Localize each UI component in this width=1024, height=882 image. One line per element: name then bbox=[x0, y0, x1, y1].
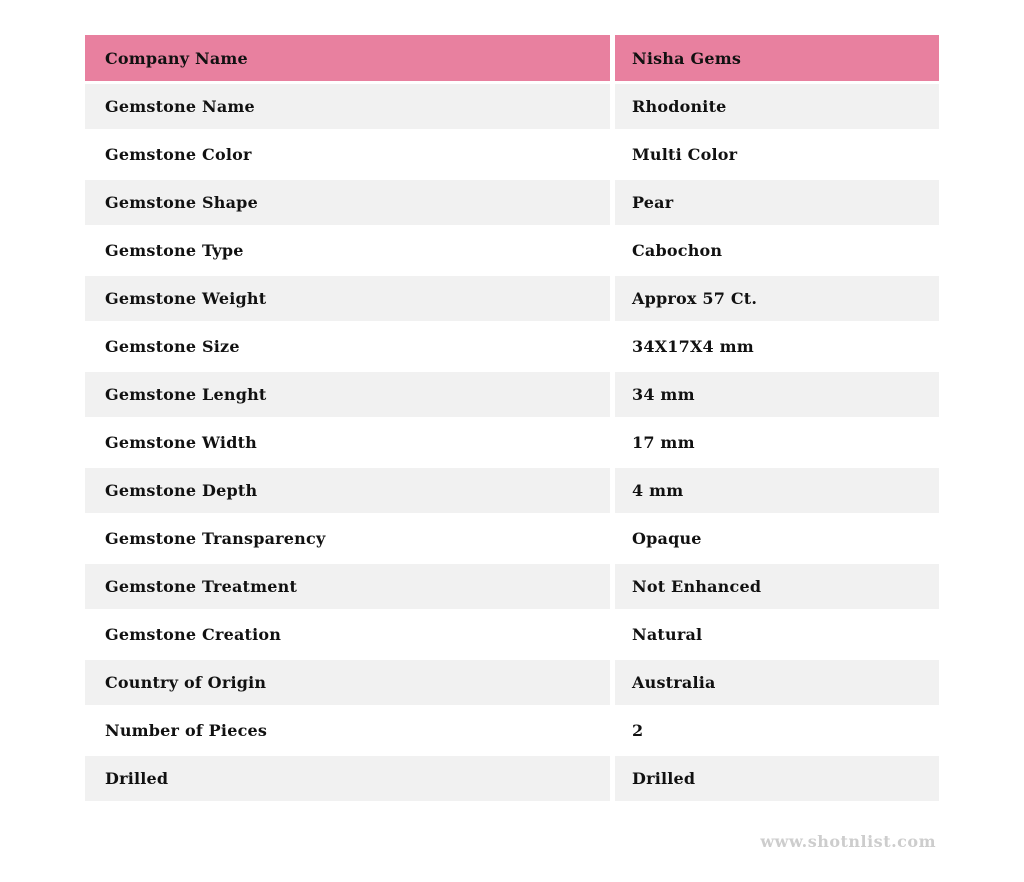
spec-row-label-cell: Gemstone Creation bbox=[85, 612, 610, 657]
spec-row-label-cell: Gemstone Depth bbox=[85, 468, 610, 513]
spec-row-label-cell: Gemstone Size bbox=[85, 324, 610, 369]
spec-row-value-cell: Natural bbox=[615, 612, 939, 657]
spec-row-value-cell: Drilled bbox=[615, 756, 939, 801]
table-header-value-cell: Nisha Gems bbox=[615, 35, 939, 81]
spec-row-value-cell: Opaque bbox=[615, 516, 939, 561]
spec-row-value-cell: Cabochon bbox=[615, 228, 939, 273]
spec-row-value-cell: Approx 57 Ct. bbox=[615, 276, 939, 321]
spec-row-label-cell: Country of Origin bbox=[85, 660, 610, 705]
spec-row-label-cell: Gemstone Treatment bbox=[85, 564, 610, 609]
spec-row-label-cell: Gemstone Name bbox=[85, 84, 610, 129]
site-watermark: www.shotnlist.com bbox=[760, 832, 936, 851]
spec-row-label-cell: Gemstone Width bbox=[85, 420, 610, 465]
spec-row-value-cell: Rhodonite bbox=[615, 84, 939, 129]
spec-row-label-cell: Gemstone Weight bbox=[85, 276, 610, 321]
spec-row-value-cell: 34 mm bbox=[615, 372, 939, 417]
spec-row-value-cell: 2 bbox=[615, 708, 939, 753]
table-header-label-cell: Company Name bbox=[85, 35, 610, 81]
spec-row-value-cell: Australia bbox=[615, 660, 939, 705]
spec-row-label-cell: Drilled bbox=[85, 756, 610, 801]
spec-row-value-cell: 4 mm bbox=[615, 468, 939, 513]
spec-row-label-cell: Gemstone Color bbox=[85, 132, 610, 177]
spec-row-value-cell: 34X17X4 mm bbox=[615, 324, 939, 369]
spec-row-value-cell: Multi Color bbox=[615, 132, 939, 177]
spec-row-value-cell: Pear bbox=[615, 180, 939, 225]
spec-row-value-cell: Not Enhanced bbox=[615, 564, 939, 609]
spec-row-label-cell: Number of Pieces bbox=[85, 708, 610, 753]
spec-row-label-cell: Gemstone Type bbox=[85, 228, 610, 273]
spec-row-label-cell: Gemstone Lenght bbox=[85, 372, 610, 417]
gemstone-spec-table bbox=[85, 35, 939, 801]
spec-row-value-cell: 17 mm bbox=[615, 420, 939, 465]
spec-row-label-cell: Gemstone Shape bbox=[85, 180, 610, 225]
spec-row-label-cell: Gemstone Transparency bbox=[85, 516, 610, 561]
